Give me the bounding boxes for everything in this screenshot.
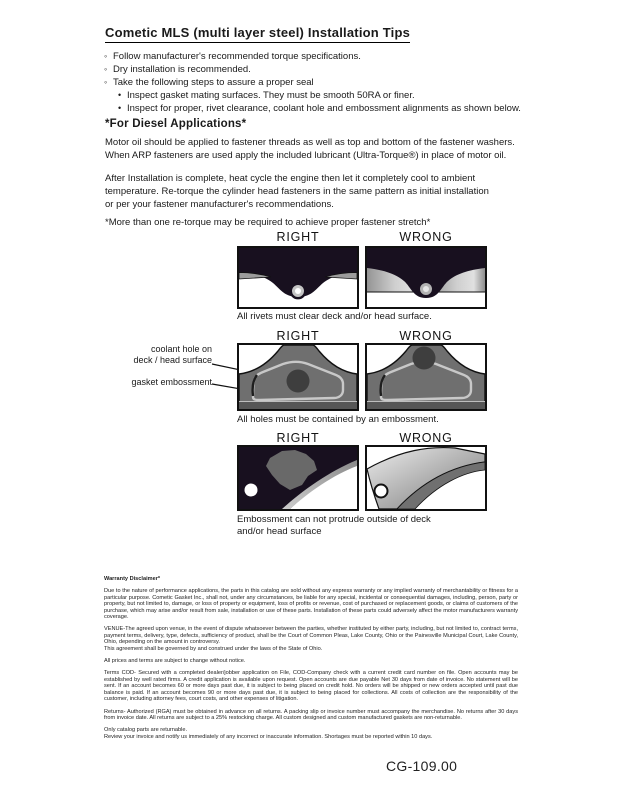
wrong-label: WRONG [399,230,453,244]
right-label: RIGHT [276,329,320,343]
diesel-paragraph-1 [105,136,515,162]
legal-paragraph-terms: Terms COD- Secured with a completed dealer/jobber application on File, COD-Company check with a current credit card number on file. Open accounts may be established by well rated firms. A credit application is available upon request. Open accounts are due payable Net 30 days from date of invoice. No statement will be sent. If an account becomes 60 or more days past due, it is subject to being placed on credit hold. No orders will be shipped or new orders accepted until past due balance is paid. If an account becomes 90 or more days past due, it is subject to being placed for collections. All costs of collection are the responsibility of the customer, including attorney fees, court costs, and other expenses of litigation. [104,670,518,703]
legal-heading: Warranty Disclaimer* [104,576,161,582]
coolant-hole-annotation [100,344,212,366]
wrong-label: WRONG [399,431,453,445]
wrong-label: WRONG [399,329,453,343]
caption-line: Embossment can not protrude outside of deck [237,514,431,525]
row1-caption: All rivets must clear deck and/or head surface. [237,311,432,322]
tip-subitem [118,102,521,115]
dot-bullet-icon: • [118,103,122,113]
bolt-hole [245,484,258,497]
paragraph-line: When ARP fasteners are used apply the included lubricant (Ultra-Torque®) in place of motor oil. [105,150,507,161]
diesel-paragraph-2 [105,172,489,211]
right-label: RIGHT [276,431,320,445]
bolt-hole [375,485,388,498]
legal-paragraph-returns: Returns- Authorized (RGA) must be obtained in advance on all returns. A packing slip or invoice number must accompany the merchandise. No returns after 30 days from invoice date. All returns are subject to a 25% restocking charge. All custom designed and custom manufactured gaskets are non-returnable. [104,708,518,721]
row2-caption: All holes must be contained by an embossment. [237,414,439,425]
circle-bullet-icon: ◦ [104,51,108,61]
figure-hole-wrong [365,343,487,411]
embossment-annotation: gasket embossment [131,377,212,387]
legal-section [104,576,518,746]
circle-bullet-icon: ◦ [104,77,108,87]
annotation-line: deck / head surface [133,355,212,365]
tip-text: Follow manufacturer's recommended torque specifications. [113,51,361,62]
coolant-hole [413,347,436,370]
tip-text: Inspect for proper, rivet clearance, coolant hole and embossment alignments as shown below. [127,103,521,114]
paragraph-line: temperature. Re-torque the cylinder head fasteners in the same pattern as initial installation [105,186,489,197]
tip-subitem [118,89,521,102]
tip-item [104,76,521,89]
bottom-strip [367,402,485,409]
paragraph-line: or per your fastener manufacturer's recommendations. [105,199,334,210]
figure-embossment-wrong [365,445,487,511]
paragraph-line: After Installation is complete, heat cycle the engine then let it completely cool to ambient [105,173,476,184]
tips-list [104,50,521,115]
tip-item [104,63,521,76]
page-number: CG-109.00 [386,758,458,774]
page-title: Cometic MLS (multi layer steel) Installation Tips [105,25,410,43]
legal-paragraph-warranty: Due to the nature of performance applications, the parts in this catalog are sold without any express warranty or any implied warranty of merchantability or fitness for a particular purpose. Cometic Gasket Inc., shall not, under any circumstances, be liable for any special, incidental or consequential damages, including, person, party or property, but not limited to, damage, or loss of property or equipment, loss of profits or revenue, cost of purchased or replacement goods, or claims of customers of the purchase, which may arise and/or result from sale, installation or use of these parts. Installation of these parts could adversely affect the motor manufacturers warranty coverage. [104,588,518,621]
rivet-center [295,288,301,294]
tip-text: Inspect gasket mating surfaces. They must be smooth 50RA or finer. [127,90,415,101]
bottom-strip [239,402,357,409]
diesel-heading: *For Diesel Applications* [105,118,247,130]
legal-paragraph-governed: This agreement shall be governed by and construed under the laws of the State of Ohio. [104,645,323,652]
tip-item [104,50,521,63]
rivet-center [423,286,429,292]
figure-hole-right [237,343,359,411]
annotation-line: coolant hole on [150,344,212,354]
legal-paragraph-review: Review your invoice and notify us immediately of any incorrect or inaccurate information. Shortages must be reported within 10 days. [104,733,433,740]
figure-rivet-wrong [365,246,487,309]
figure-rivet-right [237,246,359,309]
tip-text: Take the following steps to assure a proper seal [113,77,314,88]
paragraph-line: Motor oil should be applied to fastener threads as well as top and bottom of the fastener washers. [105,137,515,148]
figure-embossment-right [237,445,359,511]
tip-text: Dry installation is recommended. [113,64,251,75]
circle-bullet-icon: ◦ [104,64,108,74]
legal-paragraph-prices: All prices and terms are subject to change without notice. [104,658,246,665]
retorque-note: *More than one re-torque may be required to achieve proper fastener stretch* [105,217,431,228]
row3-caption [237,514,431,538]
legal-paragraph-catalog: Only catalog parts are returnable. [104,727,188,734]
caption-line: and/or head surface [237,526,322,537]
dot-bullet-icon: • [118,90,122,100]
right-label: RIGHT [276,230,320,244]
coolant-hole [287,370,310,393]
legal-paragraph-venue: VENUE-The agreed upon venue, in the event of dispute whatsoever between the parties, whether instituted by either party, including, but not limited to, contract terms, payment terms, delivery, type, defects, sufficiency of product, shall be the Court of Common Pleas, Lake County, Ohio or the Painesville Municipal Court, Lake County, Ohio, depending on the amount in controversy. [104,626,518,646]
